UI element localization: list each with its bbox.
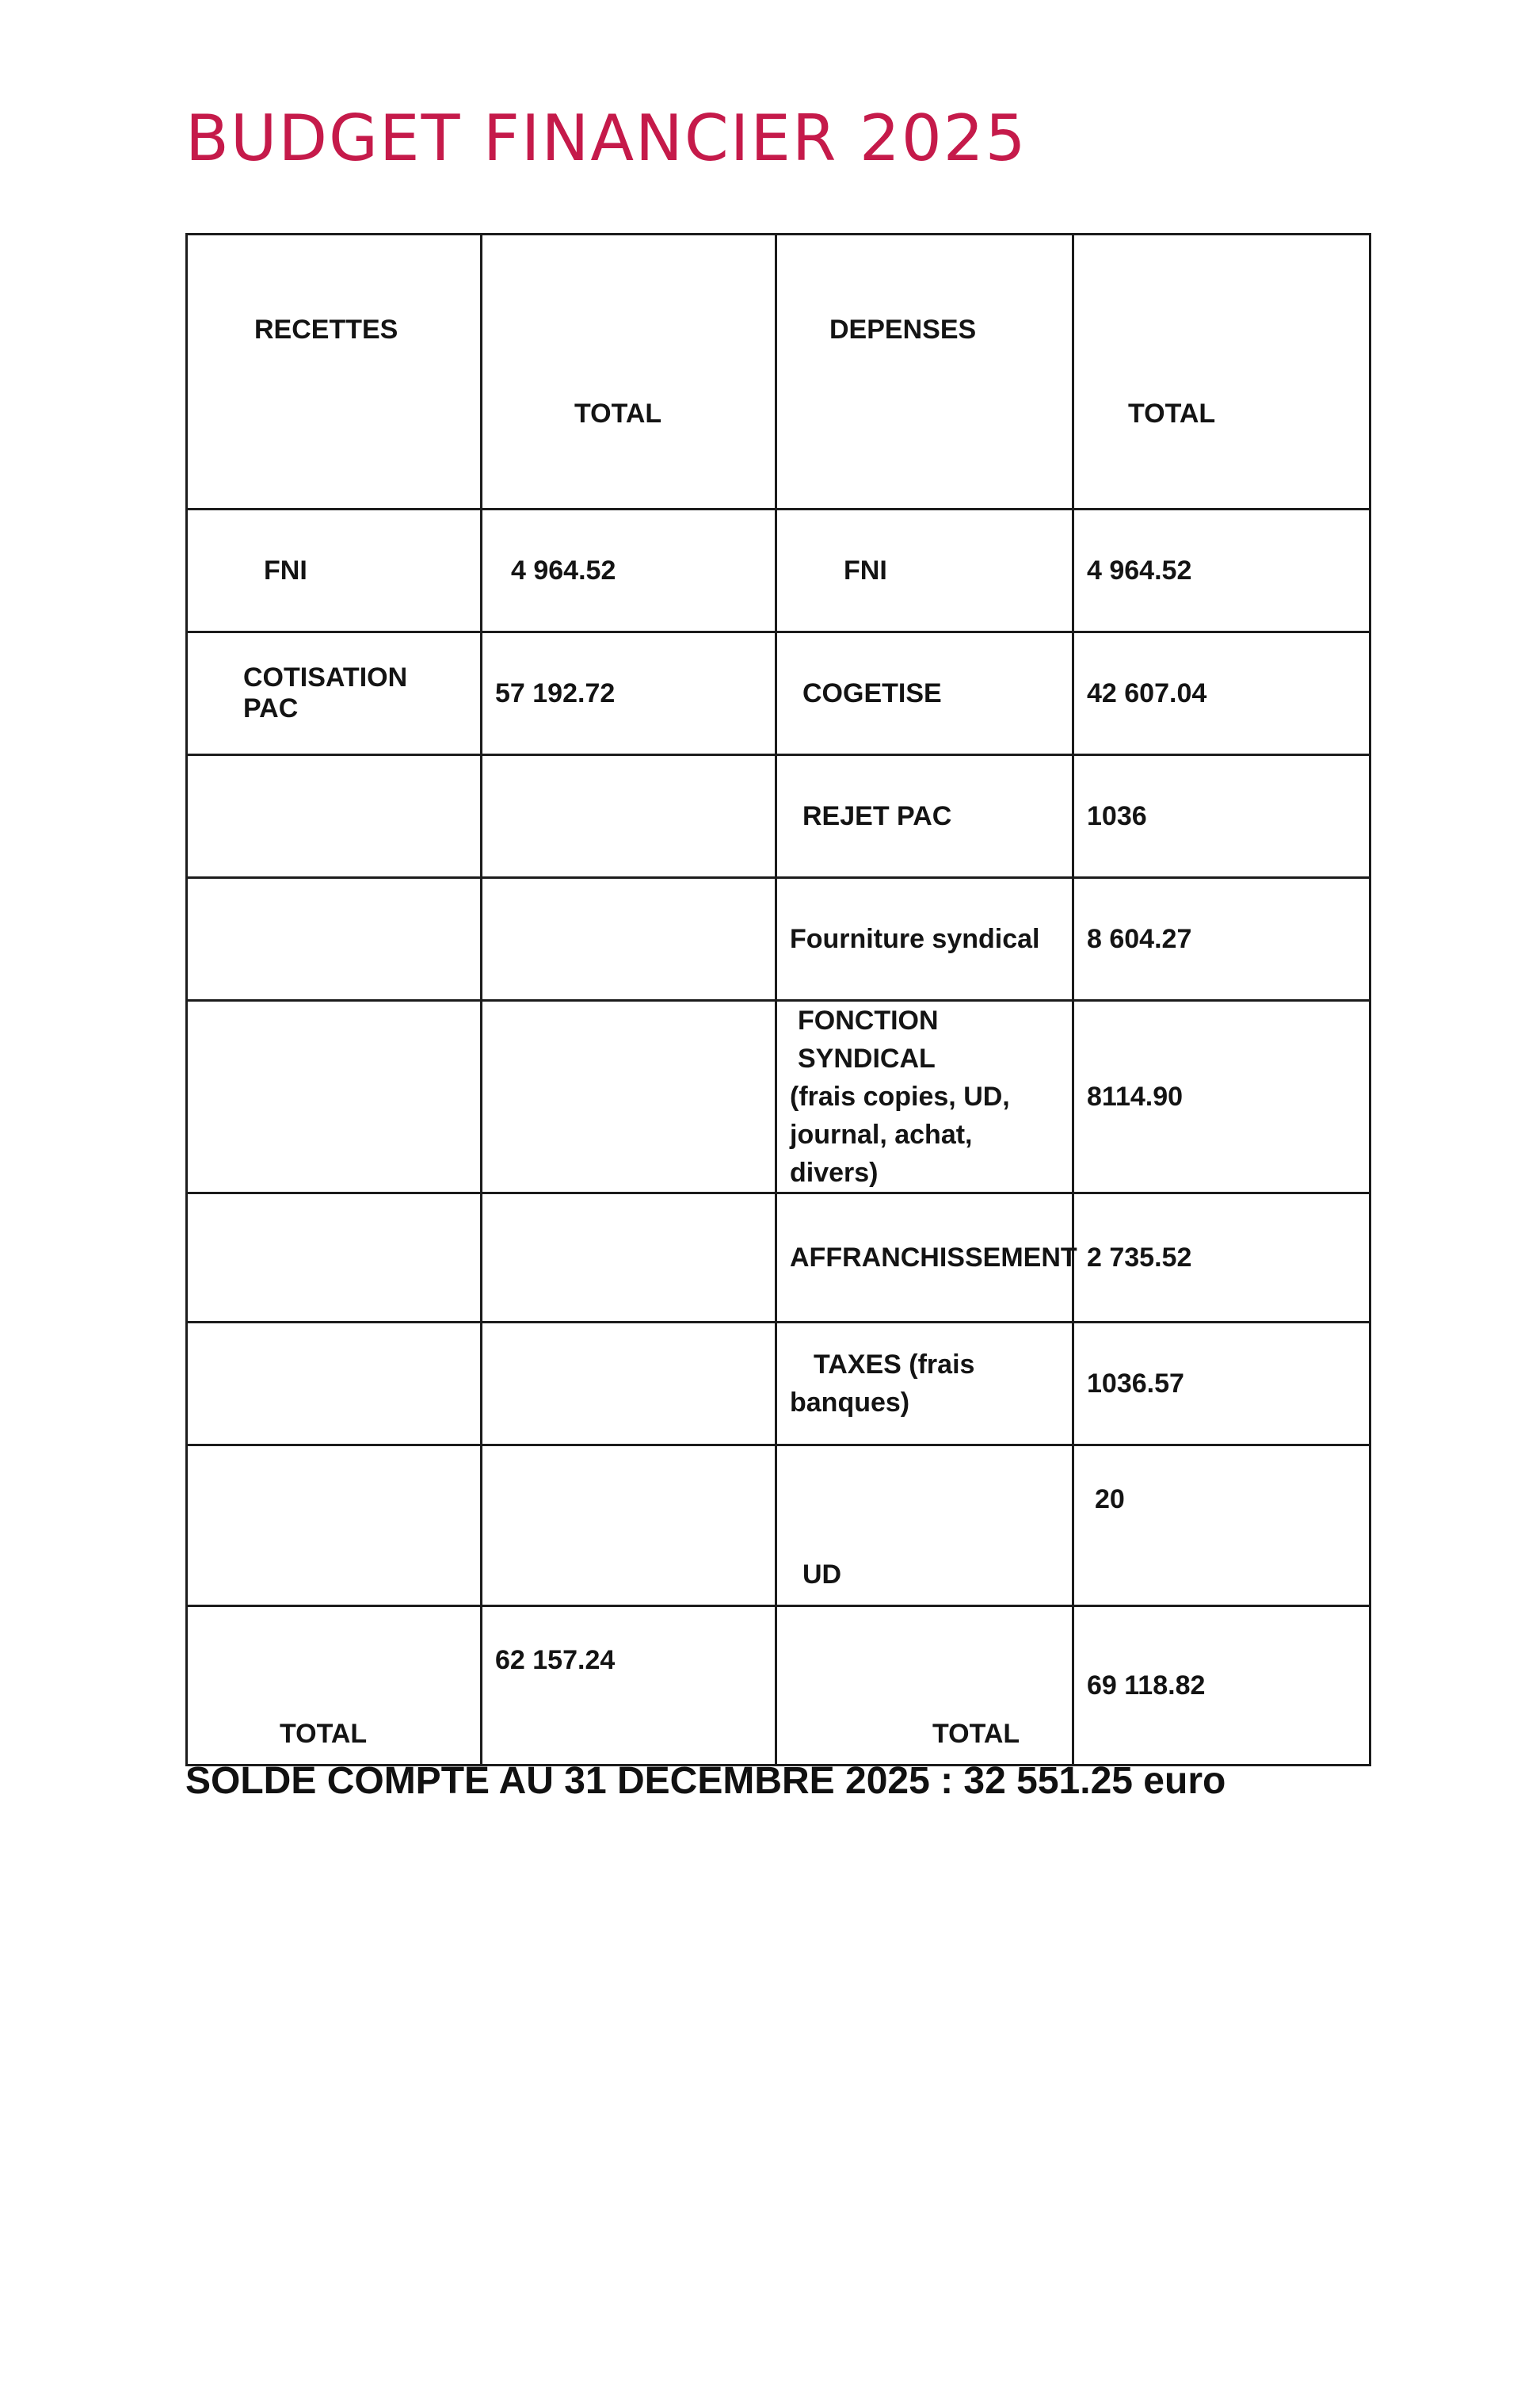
header-recettes-total: TOTAL [574,399,662,429]
header-depenses-cell [776,235,1073,510]
depense-line: FONCTION SYNDICAL [798,1006,939,1074]
page-title: BUDGET FINANCIER 2025 [185,101,1027,175]
depenses-total-label: TOTAL [776,1606,1073,1766]
depense-label: REJET PAC [776,755,1073,878]
recette-label [187,1323,482,1445]
recette-total [482,1001,776,1193]
recette-total [482,878,776,1001]
depense-total: 8 604.27 [1073,878,1370,1001]
depense-label: AFFRANCHISSEMENT [776,1193,1073,1323]
header-depenses-total: TOTAL [1128,399,1216,429]
depense-label-multiline [776,1001,1073,1193]
depense-label-multiline [776,1323,1073,1445]
depenses-total-value: 69 118.82 [1073,1606,1370,1766]
recettes-total-label: TOTAL [187,1606,482,1766]
depense-line: banques) [790,1388,910,1418]
header-recettes-total-cell [482,235,776,510]
recette-label [187,878,482,1001]
depense-total: 4 964.52 [1073,510,1370,632]
depense-total: 1036 [1073,755,1370,878]
depense-total: 42 607.04 [1073,632,1370,755]
totals-row [187,1606,1370,1766]
table-row [187,1323,1370,1445]
depense-line: (frais copies, UD, [790,1082,1010,1112]
depense-total: 2 735.52 [1073,1193,1370,1323]
header-depenses: DEPENSES [829,315,977,345]
table-row [187,755,1370,878]
recette-total [482,1323,776,1445]
header-depenses-total-cell [1073,235,1370,510]
account-balance: SOLDE COMPTE AU 31 DECEMBRE 2025 : 32 551.25 euro [185,1760,1226,1802]
table-row [187,1445,1370,1606]
depense-label: UD [776,1445,1073,1606]
recette-label [187,1001,482,1193]
recette-total: 4 964.52 [482,510,776,632]
recettes-total-value: 62 157.24 [482,1606,776,1766]
table-row [187,878,1370,1001]
depense-total: 8114.90 [1073,1001,1370,1193]
recette-total [482,1445,776,1606]
table-row [187,632,1370,755]
recette-total: 57 192.72 [482,632,776,755]
table-row [187,1193,1370,1323]
header-recettes: RECETTES [254,315,398,345]
depense-total: 20 [1073,1445,1370,1606]
header-recettes-cell [187,235,482,510]
table-row [187,1001,1370,1193]
depense-total: 1036.57 [1073,1323,1370,1445]
depense-label: Fourniture syndical [776,878,1073,1001]
recette-label [187,1445,482,1606]
depense-line: journal, achat, divers) [790,1120,973,1188]
depense-label: FNI [776,510,1073,632]
recette-total [482,755,776,878]
depense-label: COGETISE [776,632,1073,755]
recette-total [482,1193,776,1323]
table-row [187,510,1370,632]
budget-table [185,233,1371,1766]
recette-label: COTISATION PAC [187,632,482,755]
recette-label [187,755,482,878]
recette-label [187,1193,482,1323]
header-row [187,235,1370,510]
recette-label: FNI [187,510,482,632]
depense-line: TAXES (frais [814,1349,975,1380]
